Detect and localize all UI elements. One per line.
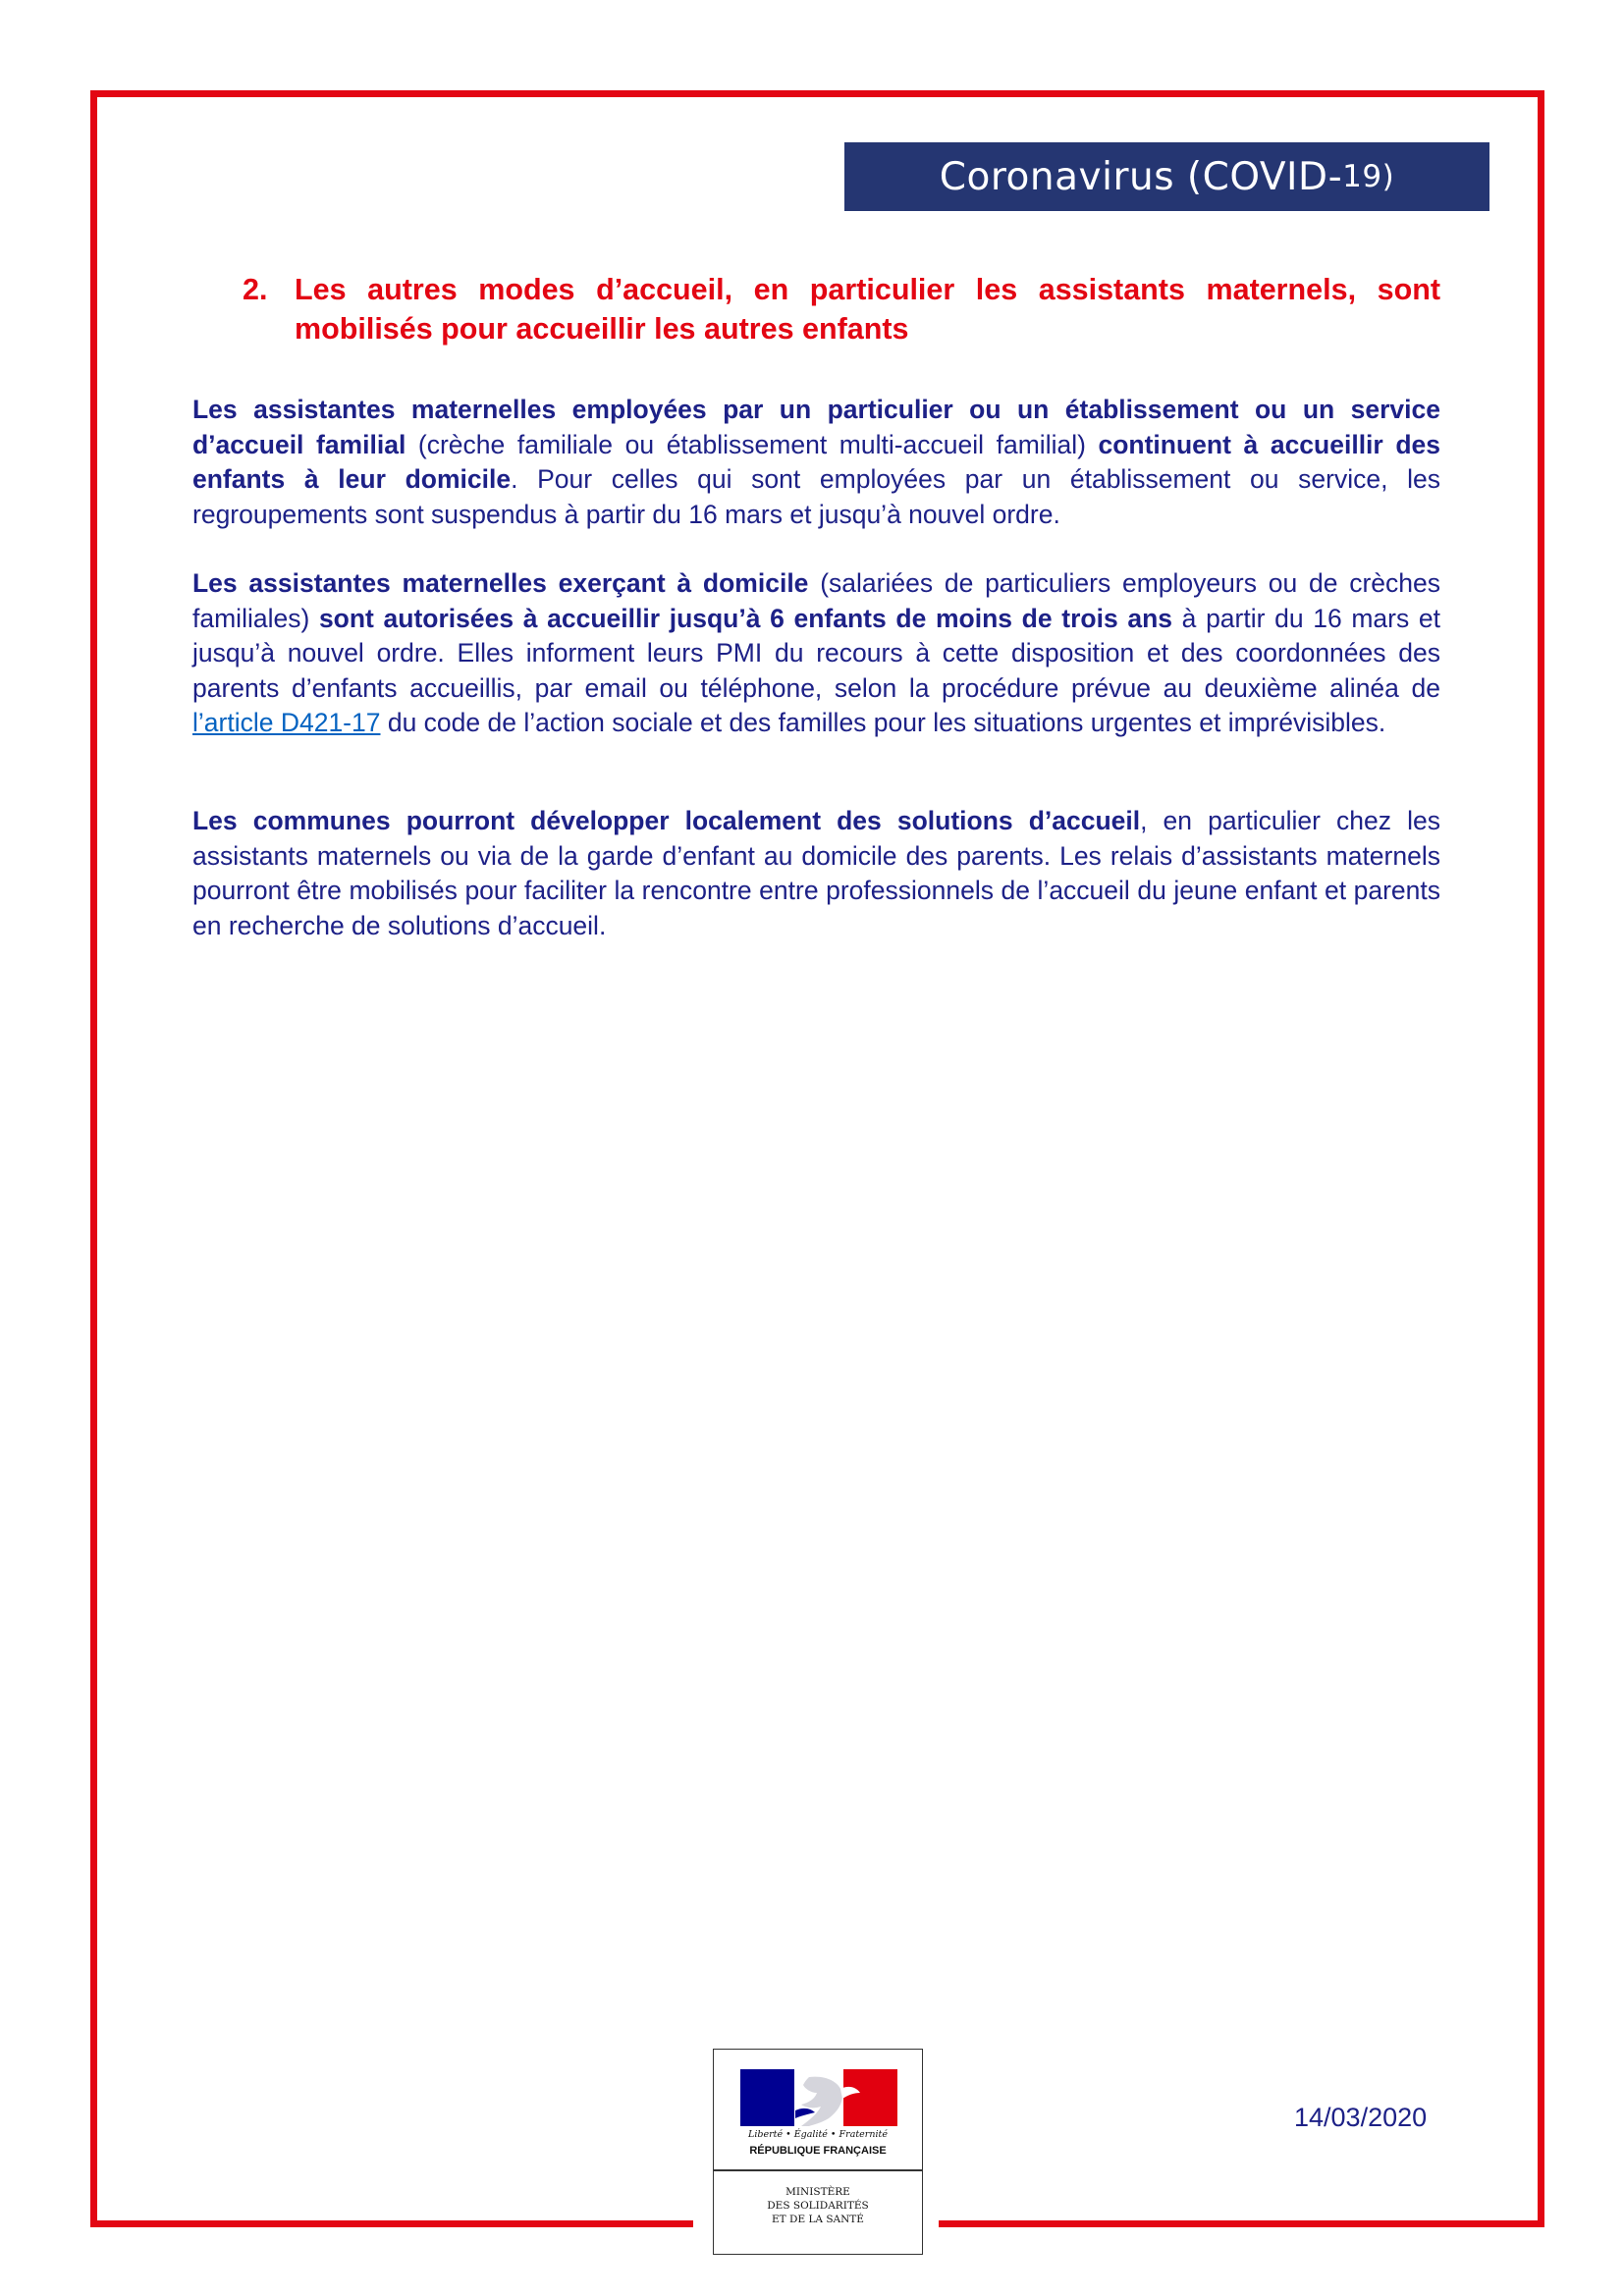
article-link[interactable]: l’article D421-17 [192, 708, 381, 737]
paragraph-1-text-1: (crèche familiale ou établissement multi-accueil familial) [406, 429, 1099, 459]
ministere-line-1: MINISTÈRE [785, 2186, 850, 2198]
paragraph-3-bold-1: Les communes pourront développer localement des solutions d’accueil [192, 806, 1141, 835]
devise-text: Liberté • Égalité • Fraternité [748, 2129, 888, 2140]
republique-text: RÉPUBLIQUE FRANÇAISE [749, 2145, 887, 2157]
document-date: 14/03/2020 [1294, 2103, 1428, 2132]
marianne-flag-icon [740, 2069, 897, 2126]
ministere-text [714, 2185, 922, 2226]
header-banner [844, 142, 1489, 211]
paragraph-3-text-1: , en particulier chez les assistants maternels ou via de la garde d’enfant au domicile des parents. Les relais d’assistants maternels pourront être mobilisés pour faciliter la rencontre entre professionnels de l’accueil du jeune enfant et parents en recherche de solutions d’accueil. [192, 806, 1440, 940]
paragraph-2 [192, 566, 1440, 741]
ministere-line-2: DES SOLIDARITÉS [767, 2200, 869, 2212]
paragraph-2-text-3: du code de l’action sociale et des familles pour les situations urgentes et imprévisibles. [380, 708, 1386, 737]
ministere-line-3: ET DE LA SANTÉ [772, 2214, 864, 2225]
paragraph-1-bold-1: Les assistantes maternelles employées par un particulier ou un établissement ou un service d’accueil familial [192, 395, 1440, 459]
paragraph-2-text-1: (salariées de particuliers employeurs ou de crèches familiales) [192, 568, 1440, 633]
section-number: 2. [243, 273, 268, 306]
paragraph-3 [192, 804, 1440, 943]
banner-title-main: Coronavirus (COVID- [939, 154, 1343, 199]
paragraph-1-bold-2: continuent à accueillir des enfants à leur domicile [192, 429, 1440, 494]
paragraph-2-text-2: à partir du 16 mars et jusqu’à nouvel ordre. Elles informent leurs PMI du recours à cette disposition et des coordonnées des parents d’enfants accueillis, par email ou téléphone, selon la procédure prévue au deuxième alinéa de [192, 603, 1440, 703]
paragraph-1 [192, 393, 1440, 532]
republique-logo [713, 2049, 923, 2255]
banner-title-suffix: 19) [1342, 159, 1395, 194]
paragraph-2-bold-1: Les assistantes maternelles exerçant à domicile [192, 568, 809, 598]
logo-divider [714, 2169, 922, 2171]
paragraph-1-text-2: . Pour celles qui sont employées par un établissement ou service, les regroupements sont suspendus à partir du 16 mars et jusqu’à nouvel ordre. [192, 464, 1440, 529]
section-title: Les autres modes d’accueil, en particulier les assistants maternels, sont mobilisés pour accueillir les autres enfants [295, 273, 1440, 346]
paragraph-2-bold-2: sont autorisées à accueillir jusqu’à 6 enfants de moins de trois ans [318, 603, 1173, 633]
section-heading [243, 270, 1440, 348]
